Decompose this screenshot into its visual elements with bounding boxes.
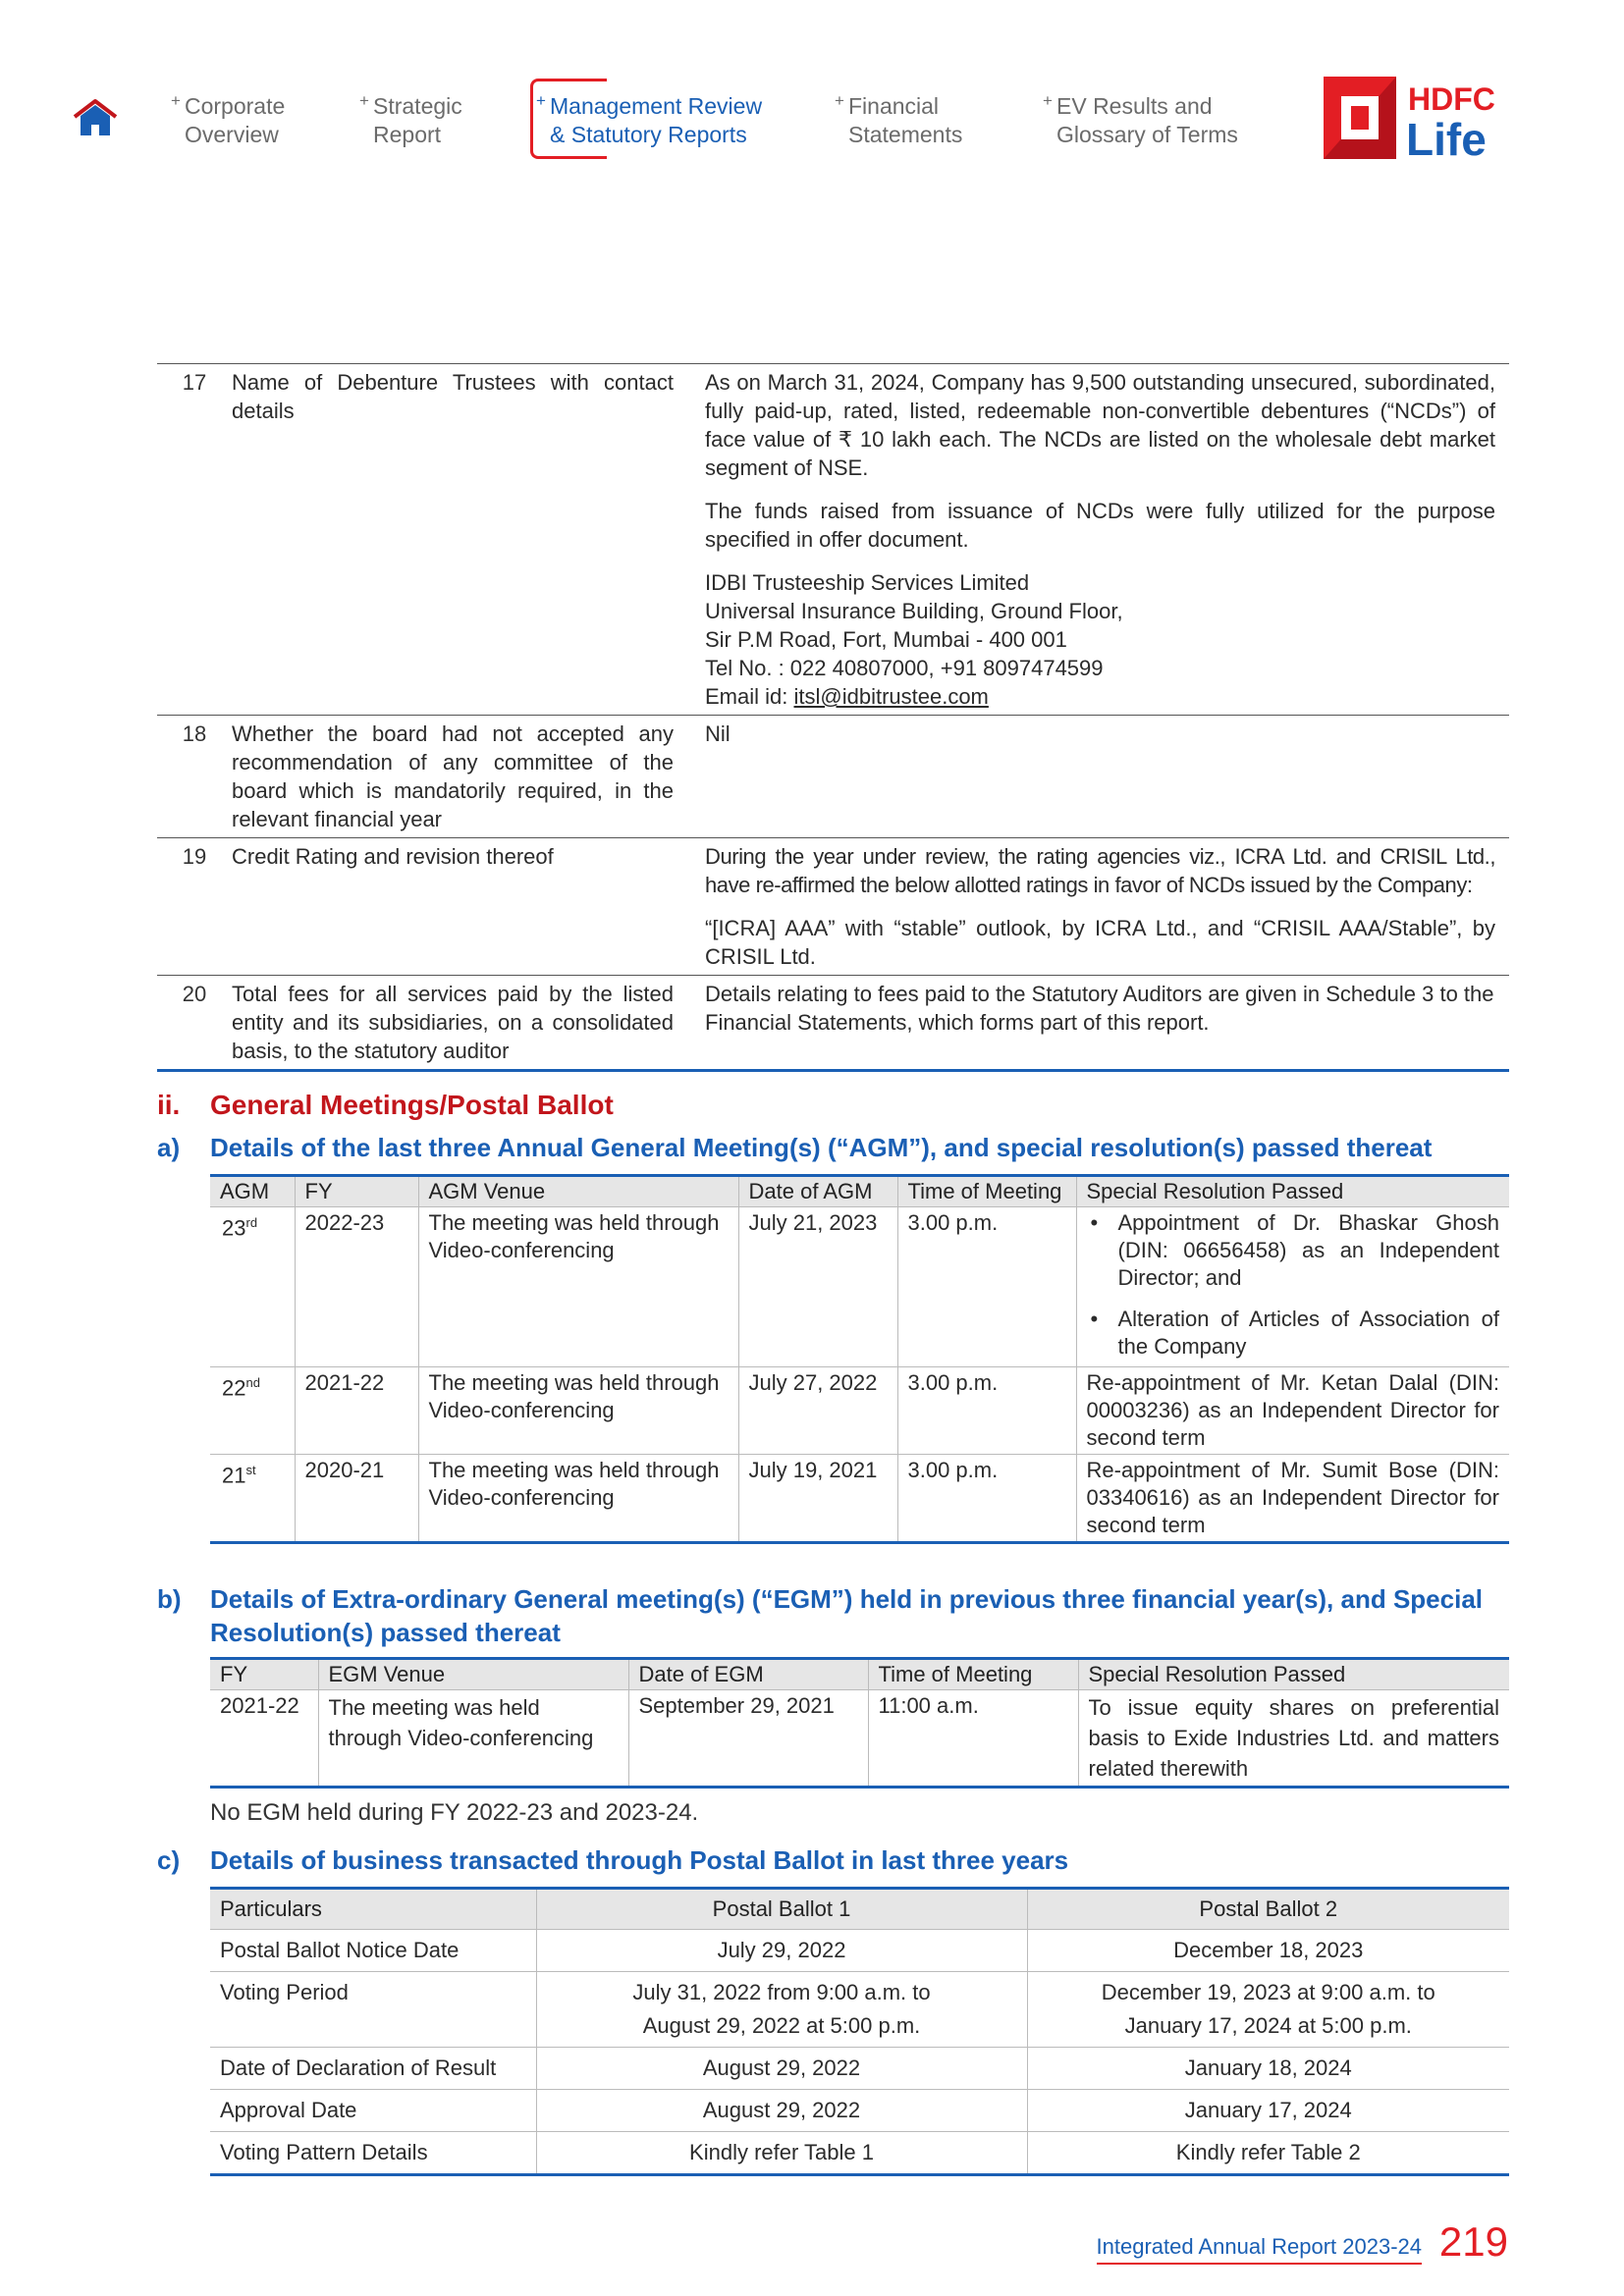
- row-question: Credit Rating and revision thereof: [232, 844, 554, 869]
- svg-text:HDFC: HDFC: [1408, 81, 1495, 117]
- table-row: 2021-22 The meeting was held through Video-conferencing September 29, 2021 11:00 a.m. To issue equity shares on preferential basis to Exide Industries Ltd. and matters related therewith: [210, 1690, 1509, 1788]
- disclosure-table: [157, 363, 1509, 1072]
- table-row: Date of Declaration of Result August 29, 2022 January 18, 2024: [210, 2048, 1509, 2090]
- list-item: • Alteration of Articles of Association of the Company: [1087, 1306, 1500, 1361]
- resolution-list: [1087, 1209, 1500, 1361]
- nav-financial-statements[interactable]: + Financial Statements: [835, 91, 963, 147]
- list-item: • Appointment of Dr. Bhaskar Ghosh (DIN: 06656458) as an Independent Director; and: [1087, 1209, 1500, 1292]
- table-row: 21st 2020-21 The meeting was held through Video-conferencing July 19, 2021 3.00 p.m. Re-appointment of Mr. Sumit Bose (DIN: 03340616) as an Independent Director for second term: [210, 1455, 1509, 1543]
- agm-table: [210, 1174, 1509, 1544]
- row-number: 17: [182, 370, 207, 395]
- row-number: 19: [182, 844, 207, 869]
- egm-note: No EGM held during FY 2022-23 and 2023-24.: [210, 1799, 699, 1826]
- table-row: 23rd 2022-23 The meeting was held through Video-conferencing July 21, 2023 3.00 p.m. • Appointment of Dr. Bhaskar Ghosh (DIN: 06656458) as an Independent Director; and • Alteration of Articles of Association of the Company: [210, 1207, 1509, 1367]
- table-row: Approval Date August 29, 2022 January 17, 2024: [210, 2090, 1509, 2132]
- table-row: Voting Pattern Details Kindly refer Table 1 Kindly refer Table 2: [210, 2132, 1509, 2175]
- table-row: Postal Ballot Notice Date July 29, 2022 December 18, 2023: [210, 1930, 1509, 1972]
- row-answer: Nil: [705, 721, 731, 746]
- table-row: [157, 838, 1509, 976]
- row-answer: Details relating to fees paid to the Statutory Auditors are given in Schedule 3 to the Financial Statements, which forms part of this report.: [705, 982, 1494, 1035]
- table-row: Voting Period July 31, 2022 from 9:00 a.m. to August 29, 2022 at 5:00 p.m. December 19, 2023 at 9:00 a.m. to January 17, 2024 at 5:00 p.m.: [210, 1972, 1509, 2048]
- row-question: Total fees for all services paid by the listed entity and its subsidiaries, on a consolidated basis, to the statutory auditor: [232, 982, 674, 1063]
- row-question: Name of Debenture Trustees with contact details: [232, 370, 674, 423]
- trustee-address: IDBI Trusteeship Services Limited Universal Insurance Building, Ground Floor, Sir P.M Road, Fort, Mumbai - 400 001 Tel No. : 022 40807000, +91 8097474599 Email id: itsl@idbitrustee.com: [705, 570, 1123, 709]
- row-question: Whether the board had not accepted any recommendation of any committee of the board which is mandatorily required, in the relevant financial year: [232, 721, 674, 831]
- nav-management-review[interactable]: + Management Review & Statutory Reports: [550, 92, 762, 149]
- page-number: 219: [1438, 2218, 1508, 2265]
- hdfc-life-logo: [1324, 77, 1512, 159]
- row-number: 18: [182, 721, 207, 746]
- table-row: [157, 364, 1509, 716]
- table-header-row: FY EGM Venue Date of EGM Time of Meeting Special Resolution Passed: [210, 1659, 1509, 1690]
- subsection-heading-a: a) Details of the last three Annual General Meeting(s) (“AGM”), and special resolution(s) passed thereat: [157, 1133, 1433, 1162]
- home-icon[interactable]: [73, 98, 118, 137]
- nav-corporate-overview[interactable]: + Corporate Overview: [171, 91, 286, 147]
- report-title: Integrated Annual Report 2023-24: [1097, 2234, 1422, 2265]
- egm-table: [210, 1657, 1509, 1789]
- row-answer: During the year under review, the rating agencies viz., ICRA Ltd. and CRISIL Ltd., have re-affirmed the below allotted ratings in favor of NCDs issued by the Company: “[ICRA] AAA” with “stable” outlook, by ICRA Ltd., and “CRISIL AAA/Stable”, by CRISIL Ltd.: [705, 844, 1495, 969]
- subsection-heading-b: b) Details of Extra-ordinary General meeting(s) (“EGM”) held in previous three financial year(s), and Special Resolution(s) passed thereat: [157, 1584, 1484, 1647]
- table-row: 22nd 2021-22 The meeting was held through Video-conferencing July 27, 2022 3.00 p.m. Re-appointment of Mr. Ketan Dalal (DIN: 00003236) as an Independent Director for second term: [210, 1367, 1509, 1455]
- table-header-row: Particulars Postal Ballot 1 Postal Ballot 2: [210, 1889, 1509, 1930]
- row-answer: As on March 31, 2024, Company has 9,500 outstanding unsecured, subordinated, fully paid-up, rated, listed, redeemable non-convertible debentures (“NCDs”) of face value of ₹ 10 lakh each. The NCDs are listed on the wholesale debt market segment of NSE. The funds raised from issuance of NCDs were fully utilized for the purpose specified in offer document. IDBI Trusteeship Services Limited Universal Insurance Building, Ground Floor, Sir P.M Road, Fort, Mumbai - 400 001 Tel No. : 022 40807000, +91 8097474599 Email id: itsl@idbitrustee.com: [705, 370, 1495, 709]
- nav-ev-results-glossary[interactable]: + EV Results and Glossary of Terms: [1043, 91, 1238, 147]
- table-row: [157, 976, 1509, 1071]
- section-heading: ii. General Meetings/Postal Ballot: [157, 1090, 614, 1120]
- subsection-heading-c: c) Details of business transacted through Postal Ballot in last three years: [157, 1845, 1069, 1875]
- row-number: 20: [182, 982, 207, 1006]
- nav-strategic-report[interactable]: + Strategic Report: [359, 91, 462, 147]
- table-row: [157, 716, 1509, 838]
- svg-text:Life: Life: [1406, 114, 1487, 159]
- postal-ballot-table: [210, 1887, 1509, 2176]
- top-navigation: [0, 59, 1624, 177]
- trustee-email-link[interactable]: itsl@idbitrustee.com: [793, 684, 989, 709]
- table-header-row: AGM FY AGM Venue Date of AGM Time of Meeting Special Resolution Passed: [210, 1176, 1509, 1207]
